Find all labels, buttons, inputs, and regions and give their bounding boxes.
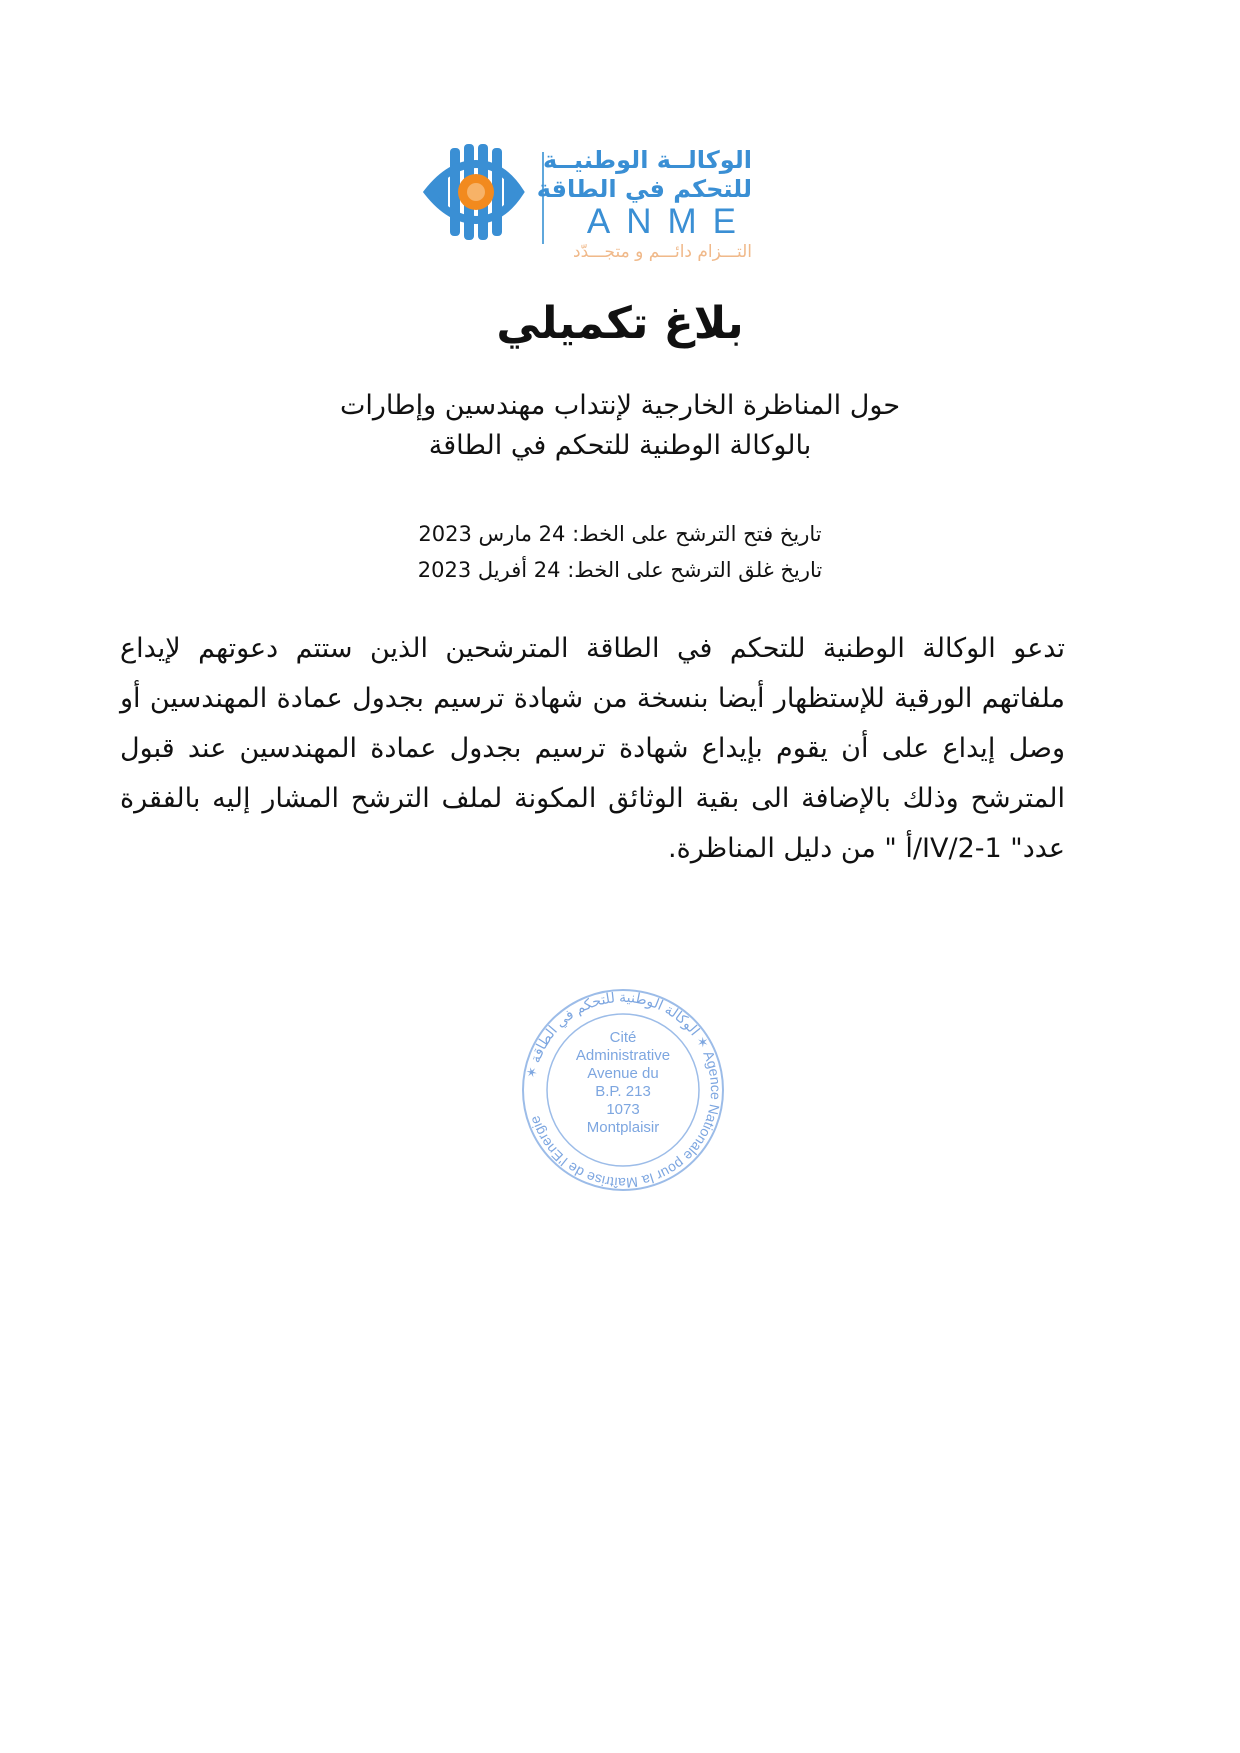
document-title: بلاغ تكميلي bbox=[496, 298, 744, 349]
org-name-line2: للتحكم في الطاقة bbox=[536, 175, 752, 203]
org-acronym: ANME bbox=[586, 202, 752, 241]
stamp-line-3: Avenue du bbox=[587, 1065, 659, 1082]
anme-logo bbox=[420, 138, 760, 268]
stamp-line-2: Administrative bbox=[575, 1047, 671, 1064]
svg-text:✶ الوكالة الوطنية للتحكم في ال: ✶ الوكالة الوطنية للتحكم في الطاقة ✶ Agence Nationale pour la Maîtrise de l'Energie bbox=[522, 988, 725, 1192]
stamp-line-6: Montplaisir bbox=[586, 1119, 660, 1136]
announcement-body: تدعو الوكالة الوطنية للتحكم في الطاقة المترشحين الذين ستتم دعوتهم لإيداع ملفاتهم الورقية للإستظهار أيضا بنسخة من شهادة ترسيم بجدول عمادة المهندسين أو وصل إيداع على أن يقوم بإيداع شهادة ترسيم بجدول عمادة المهندسين عند قبول المترشح وذلك بالإضافة الى بقية الوثائق المكونة لملف الترشح المشار إليه بالفقرة عدد" IV/2-1/أ " من دليل المناظرة. bbox=[120, 633, 1065, 864]
subtitle-line-1: حول المناظرة الخارجية لإنتداب مهندسين وإطارات bbox=[339, 390, 901, 421]
candidacy-dates bbox=[0, 516, 1240, 588]
stamp-line-5: 1073 bbox=[606, 1101, 640, 1118]
stamp-line-1: Cité bbox=[609, 1029, 637, 1046]
anme-emblem-icon bbox=[420, 144, 528, 240]
stamp-line-4: B.P. 213 bbox=[595, 1083, 651, 1100]
org-name-line1: الوكالــة الوطنيــة bbox=[542, 146, 752, 174]
official-stamp bbox=[514, 985, 732, 1195]
date-close: تاريخ غلق الترشح على الخط: 24 أفريل 2023 bbox=[417, 558, 823, 582]
date-open: تاريخ فتح الترشح على الخط: 24 مارس 2023 bbox=[418, 522, 822, 546]
document-subtitle bbox=[0, 386, 1240, 466]
org-slogan: التـــزام دائـــم و متجـــدّد bbox=[573, 242, 752, 262]
subtitle-line-2: بالوكالة الوطنية للتحكم في الطاقة bbox=[428, 430, 812, 461]
